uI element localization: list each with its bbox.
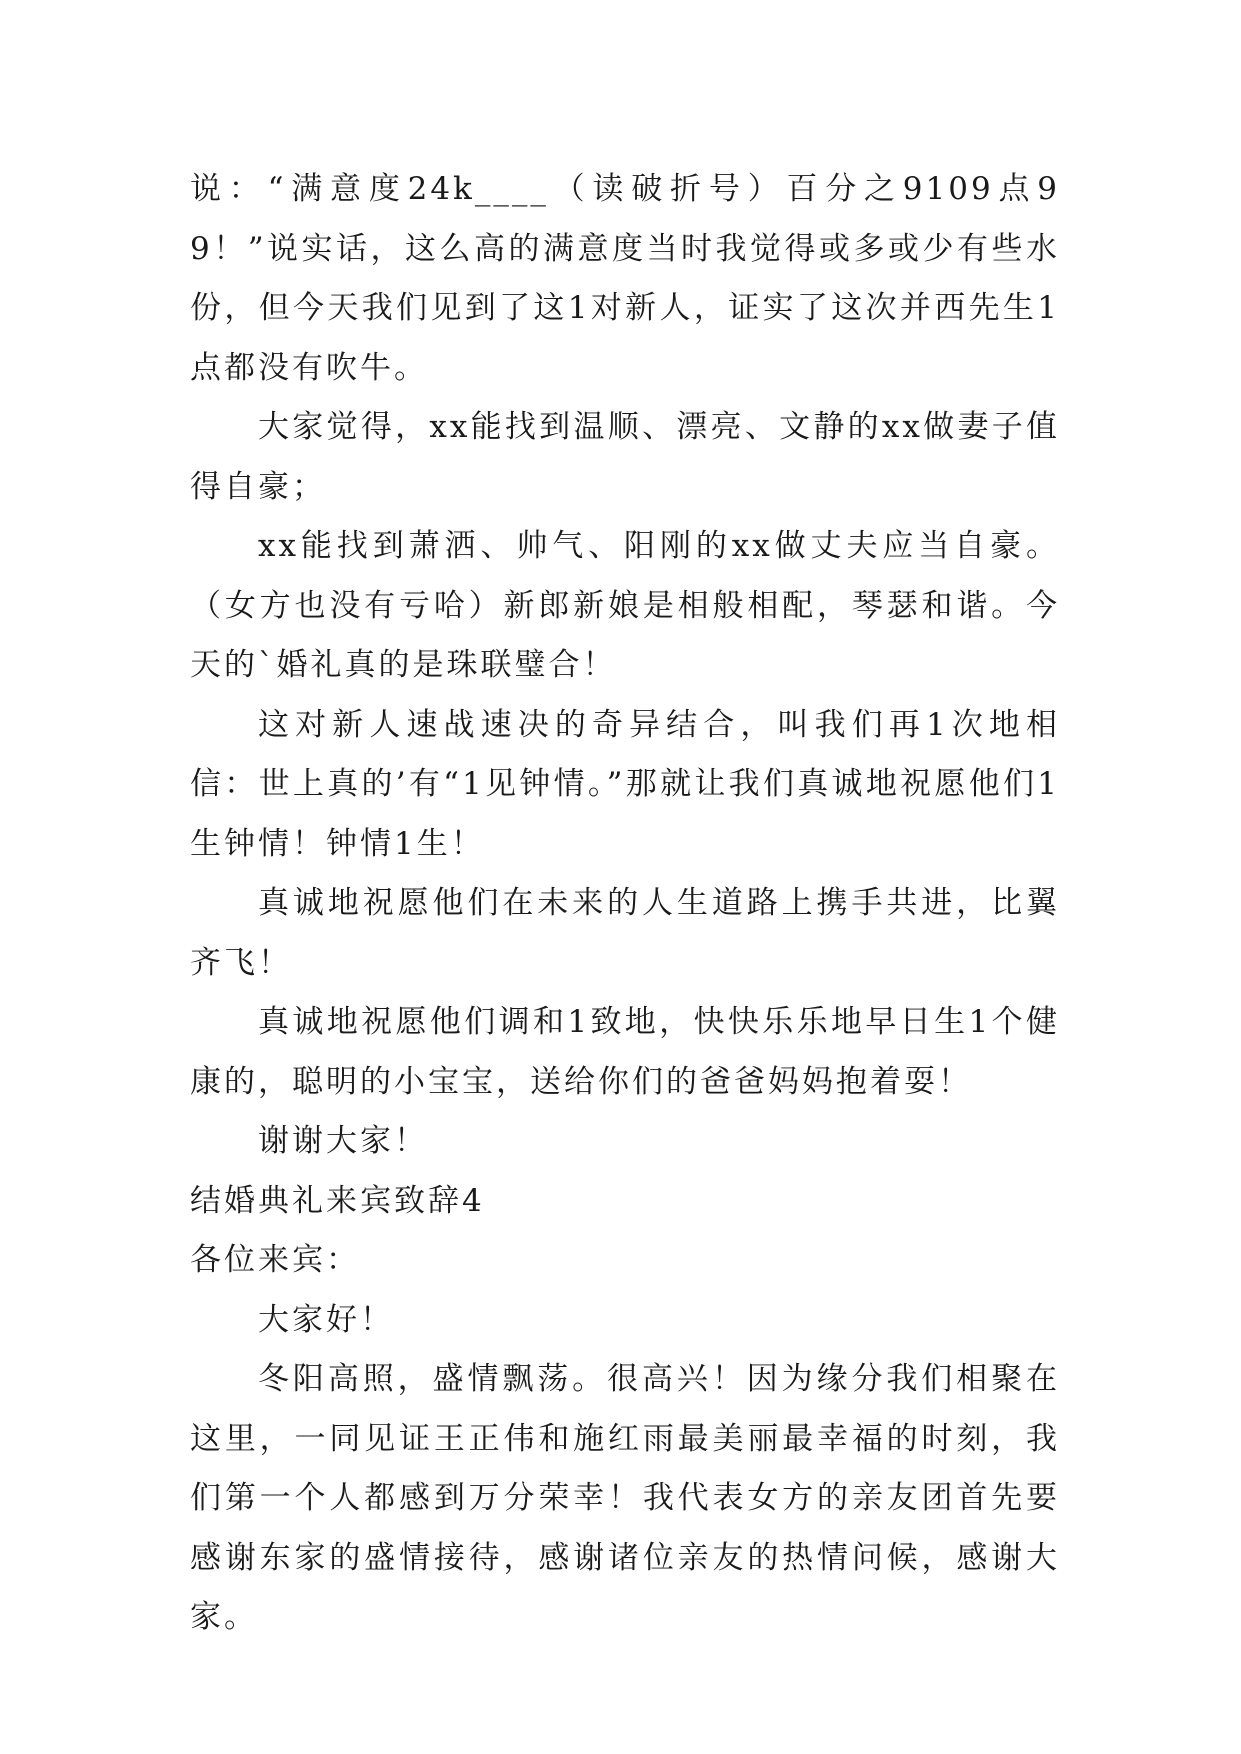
paragraph-6: 真诚地祝愿他们调和1致地，快快乐乐地早日生1个健康的，聪明的小宝宝，送给你们的爸爸妈妈抱着耍！ xyxy=(190,1004,1060,1100)
paragraph-3: xx能找到萧洒、帅气、阳刚的xx做丈夫应当自豪。（女方也没有亏哈）新郎新娘是相般相配，琴瑟和谐。今天的`婚礼真的是珠联璧合！ xyxy=(190,528,1060,683)
paragraph-11: 冬阳高照，盛情飘荡。很高兴！因为缘分我们相聚在这里，一同见证王正伟和施红雨最美丽最幸福的时刻，我们第一个人都感到万分荣幸！我代表女方的亲友团首先要感谢东家的盛情接待，感谢诸位亲友的热情问候，感谢大家。 xyxy=(190,1361,1060,1635)
greeting: 大家好！ xyxy=(258,1301,394,1338)
document-page xyxy=(190,160,1060,1648)
paragraph-4: 这对新人速战速决的奇异结合，叫我们再1次地相信：世上真的’有“1见钟情。”那就让我们真诚地祝愿他们1生钟情！钟情1生！ xyxy=(190,706,1060,862)
section-heading: 结婚典礼来宾致辞4 xyxy=(190,1182,485,1219)
paragraph-7: 谢谢大家！ xyxy=(258,1123,428,1159)
paragraph-1: 说：“满意度24k____（读破折号）百分之9109点99！”说实话，这么高的满意度当时我觉得或多或少有些水份，但今天我们见到了这1对新人，证实了这次并西先生1点都没有吹牛。 xyxy=(190,171,1060,386)
paragraph-2: 大家觉得，xx能找到温顺、漂亮、文静的xx做妻子值得自豪； xyxy=(190,409,1060,505)
paragraph-5: 真诚地祝愿他们在未来的人生道路上携手共进，比翼齐飞！ xyxy=(190,885,1060,981)
salutation: 各位来宾： xyxy=(190,1242,360,1278)
